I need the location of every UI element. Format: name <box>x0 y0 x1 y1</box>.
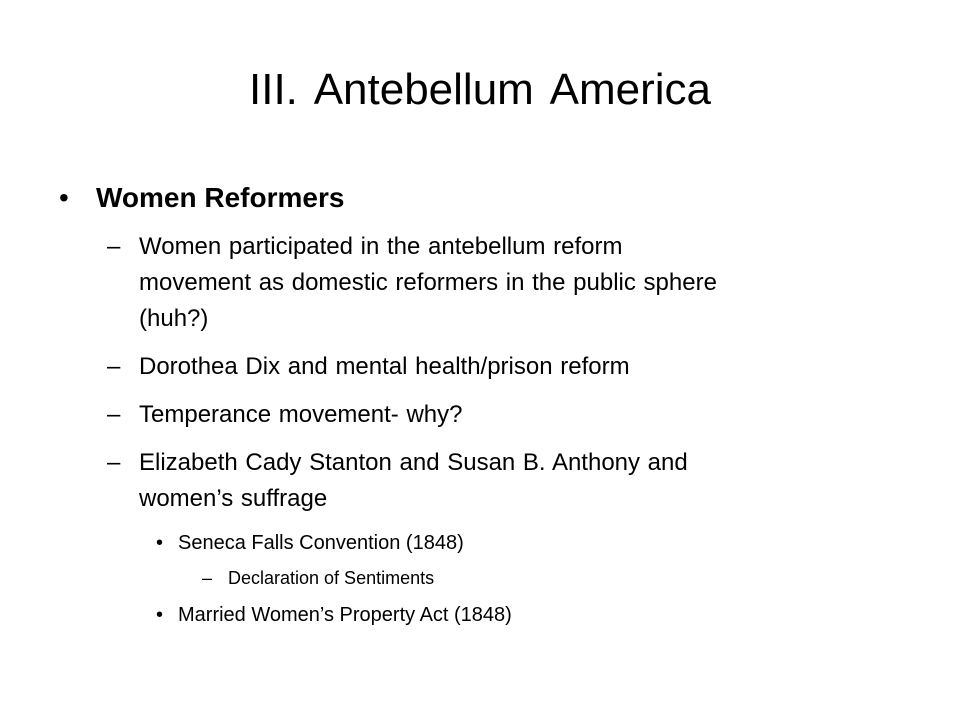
list-item-line: movement as domestic reformers in the public sphere <box>139 269 717 296</box>
dash-marker: – <box>107 449 121 476</box>
list-item-line: Temperance movement- why? <box>139 401 463 428</box>
list-item-line: Dorothea Dix and mental health/prison reform <box>139 353 630 380</box>
bullet-marker: • <box>156 532 164 554</box>
sub-list-item-text: Married Women’s Property Act (1848) <box>178 604 512 626</box>
slide-title: III. Antebellum America <box>249 65 711 114</box>
dash-marker: – <box>107 233 121 260</box>
bullet-marker: • <box>59 182 69 213</box>
sub-list-item-text: Seneca Falls Convention (1848) <box>178 532 464 554</box>
sub-sub-list-item-text: Declaration of Sentiments <box>228 568 435 588</box>
section-heading: Women Reformers <box>96 182 345 213</box>
bullet-marker: • <box>156 604 164 626</box>
dash-marker: – <box>202 568 213 588</box>
dash-marker: – <box>107 401 121 428</box>
list-item-line: women’s suffrage <box>139 485 328 512</box>
list-item-line: (huh?) <box>139 305 209 332</box>
list-item-line: Women participated in the antebellum reform <box>139 233 623 260</box>
list-item-line: Elizabeth Cady Stanton and Susan B. Anthony and <box>139 449 688 476</box>
dash-marker: – <box>107 353 121 380</box>
